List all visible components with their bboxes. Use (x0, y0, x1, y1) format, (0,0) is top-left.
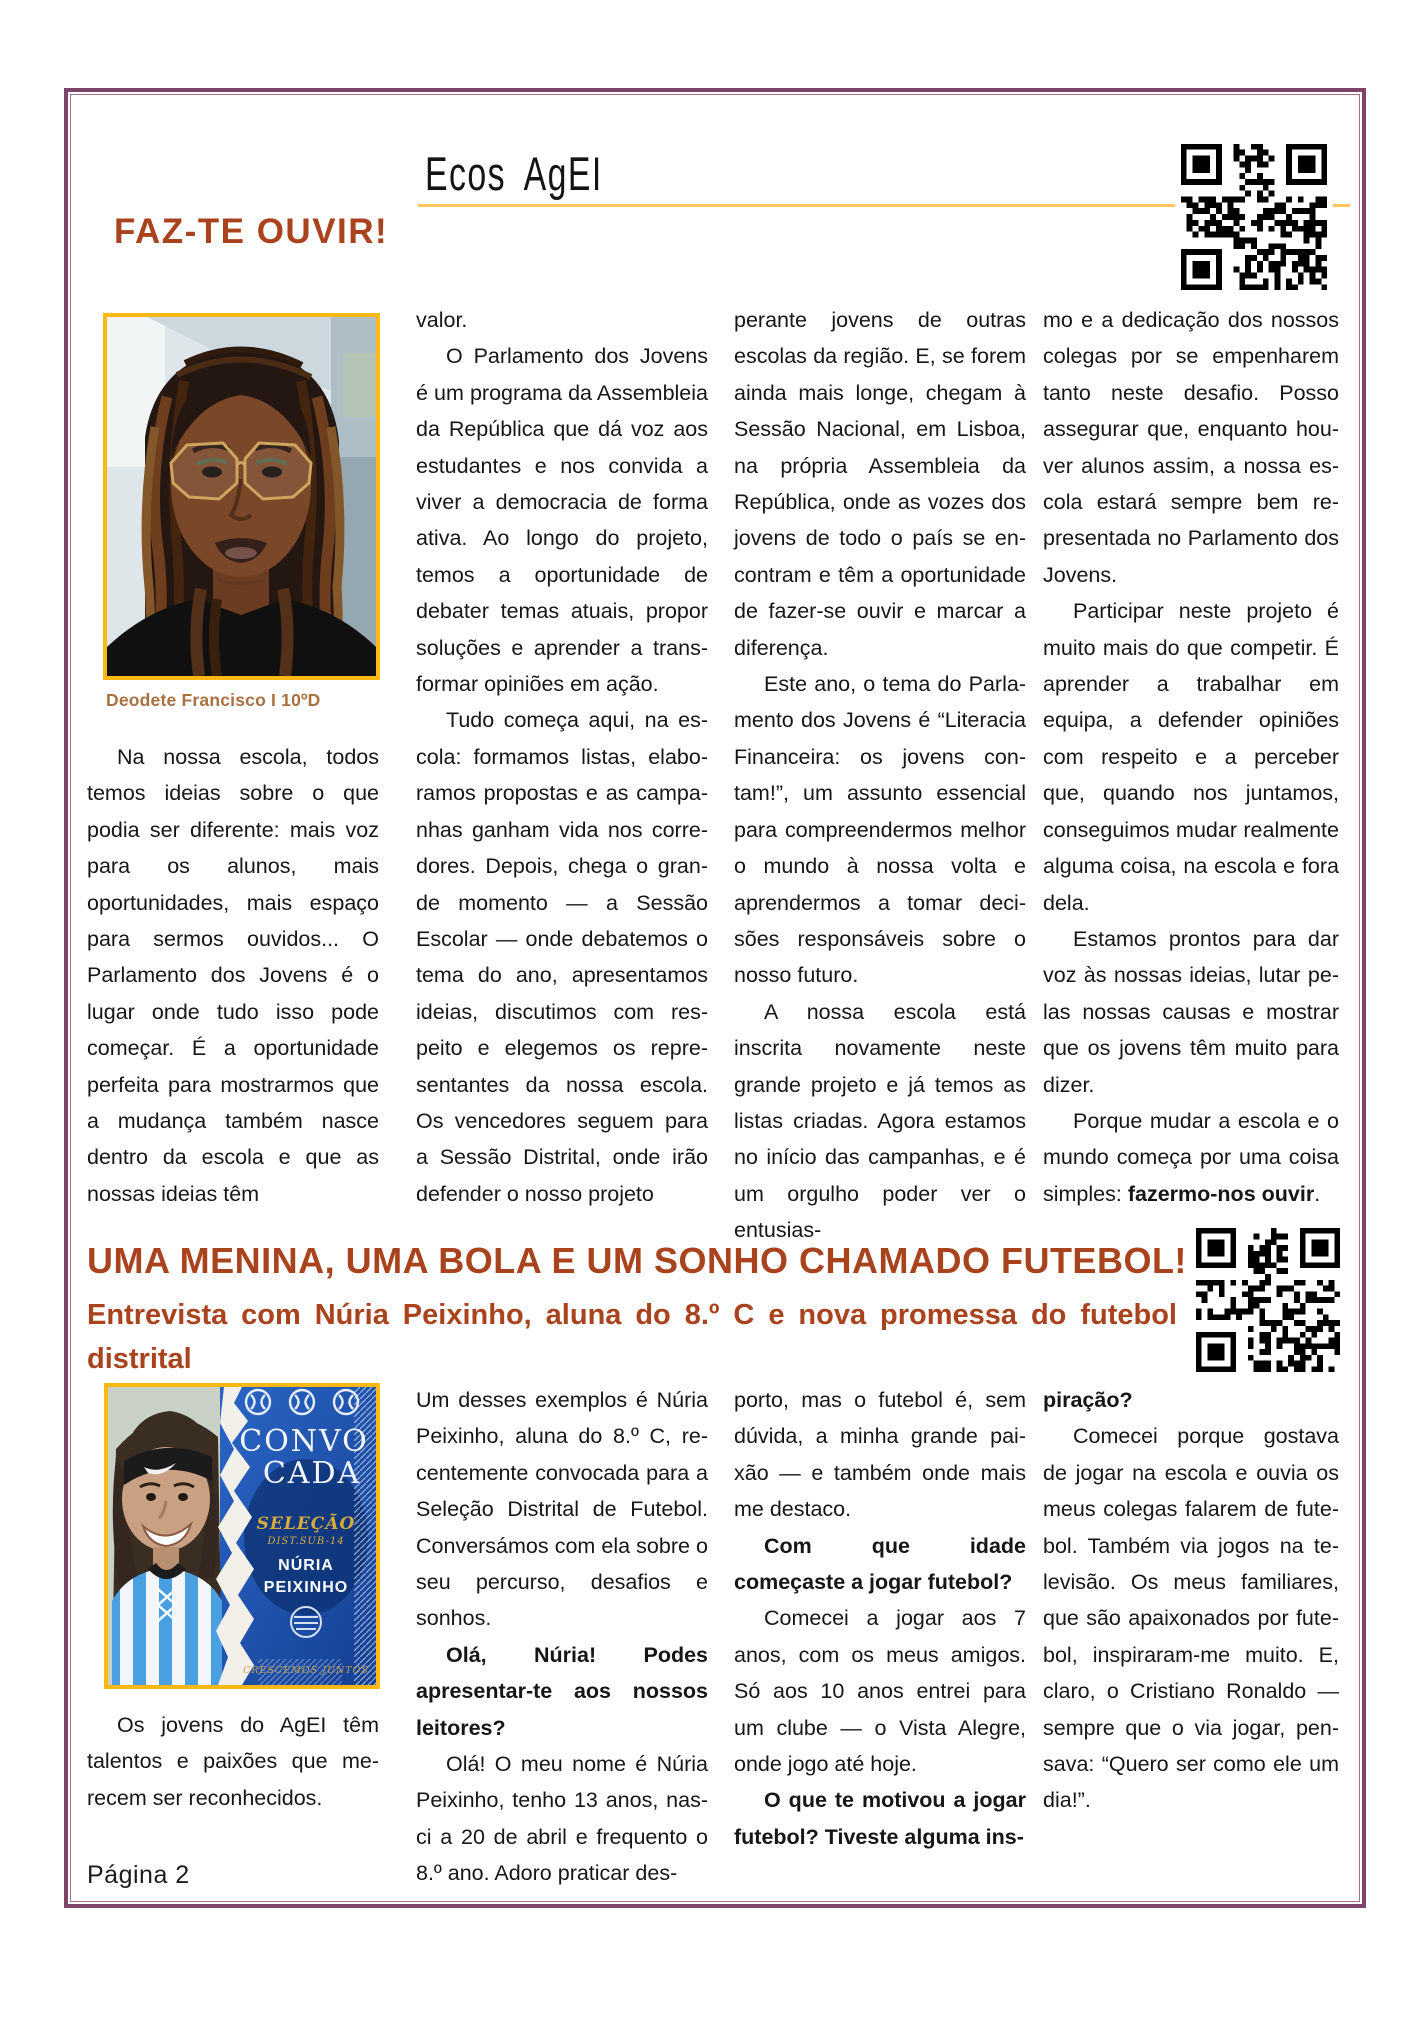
article1-column-4 (1043, 302, 1339, 1212)
paragraph: Os jovens do AgEI têm talentos e paixões que merecem ser reconhecidos. (87, 1713, 379, 1810)
card-player-firstname: NÚRIA (278, 1557, 334, 1574)
article2-column-1 (87, 1707, 379, 1816)
article2-column-2 (416, 1382, 708, 1892)
paragraph: Este ano, o tema do Parlamento dos Jovens é “Literacia Financeira: os jovens contam!”, um assunto essencial para compreendermos melhor o mundo à nossa volta e aprendermos a tomar decisões responsáveis sobre o nosso futuro. (734, 672, 1026, 988)
portrait-illustration (107, 317, 376, 676)
paragraph: Porque mudar a escola e o mundo começa por uma coisa simples: fazermo-nos ouvir. (1043, 1108, 1339, 1206)
card-district-label: DIST.SUB-14 (267, 1536, 345, 1547)
paragraph: Olá! O meu nome é Núria Peixinho, tenho 13 anos, nasci a 20 de abril e frequento o 8.º ano. Adoro praticar des- (416, 1752, 708, 1886)
article2-photo-card (104, 1383, 380, 1689)
paragraph: Tudo começa aqui, na escola: formamos listas, elaboramos propostas e as campanhas ganham vida nos corredores. Depois, chega o grande momento — a Sessão Escolar — onde debatemos o tema do ano, apresentamos ideias, discutimos com respeito e elegemos os representantes da nossa escola. Os vencedores seguem para a Sessão Distrital, onde irão defender o nosso projeto (416, 708, 708, 1206)
interview-question: Com que idade começaste a jogar futebol? (734, 1533, 1026, 1595)
bold-phrase: fazermo-nos ouvir (1127, 1181, 1315, 1206)
card-player-lastname: PEIXINHO (263, 1579, 349, 1596)
paragraph: porto, mas o futebol é, sem dúvida, a minha grande paixão — e também onde mais me destaco. (734, 1388, 1026, 1522)
article1-photo-caption: Deodete Francisco I 10ºD (106, 690, 321, 710)
convocada-card-illustration (108, 1387, 376, 1685)
article1-column-2 (416, 302, 708, 1212)
article1-photo-portrait (103, 313, 380, 680)
page-number: Página 2 (87, 1861, 190, 1889)
paragraph: Comecei porque gostava de jogar na escola e ouvia os meus colegas falarem de futebol. Também via jogos na televisão. Os meus familiares, que são apaixonados por futebol, inspiraram-me muito. E, claro, o Cristiano Ronaldo — sempre que o via jogar, pensava: “Quero ser como ele um dia!”. (1043, 1424, 1339, 1813)
qr-code-article2 (1190, 1222, 1346, 1378)
paragraph: Um desses exemplos é Núria Peixinho, aluna do 8.º C, recentemente convocada para a Seleção Distrital de Futebol. Conversámos com ela sobre o seu percurso, desafios e sonhos. (416, 1388, 708, 1631)
masthead-title: Ecos AgEI (425, 147, 603, 200)
interview-question: Olá, Núria! Podes apresentar-te aos nossos leitores? (416, 1642, 708, 1740)
card-title-line2: CADA (262, 1456, 362, 1491)
paragraph: A nossa escola está inscrita novamente neste grande projeto e já temos as listas criadas. Agora estamos no início das campanhas, e é um orgulho poder ver o entusias- (734, 999, 1026, 1243)
paragraph: perante jovens de outras escolas da região. E, se forem ainda mais longe, chegam à Sessão Nacional, em Lisboa, na própria Assembleia da República, onde as vozes dos jovens de todo o país se encontram e têm a oportunidade de fazer-se ouvir e marcar a diferença. (734, 308, 1026, 660)
interview-question-continuation: piração? (1043, 1388, 1133, 1412)
article1-column-3 (734, 302, 1026, 1249)
article1-headline: FAZ-TE OUVIR! (114, 212, 389, 251)
card-selecao-label: SELEÇÃO (256, 1514, 356, 1534)
article2-column-4 (1043, 1382, 1339, 1819)
article2-subtitle: Entrevista com Núria Peixinho, aluna do 8.º C e nova promessa do futebol distrital (87, 1299, 1177, 1375)
article1-column-1 (87, 739, 379, 1212)
article2-column-3 (734, 1382, 1026, 1855)
paragraph: Estamos prontos para dar voz às nossas ideias, lutar pelas nossas causas e mostrar que os jovens têm muito para dizer. (1043, 926, 1339, 1097)
paragraph: mo e a dedicação dos nossos colegas por se empenharem tanto neste desafio. Posso assegurar que, enquanto houver alunos assim, a nossa escola estará sempre bem representada no Parlamento dos Jovens. (1043, 308, 1339, 587)
paragraph: valor. (416, 308, 468, 332)
card-title-line1: CONVO (239, 1424, 369, 1459)
card-motto: CRESCEMOS JUNTOS (243, 1665, 369, 1676)
interview-question: O que te motivou a jogar futebol? Tiveste alguma ins- (734, 1788, 1026, 1849)
paragraph: Na nossa escola, todos temos ideias sobre o que podia ser diferente: mais voz para os alunos, mais oportunidades, mais espaço para sermos ouvidos... O Parlamento dos Jovens é o lugar onde tudo isso pode começar. É a oportunidade perfeita para mostrarmos que a mudança também nasce dentro da escola e que as nossas ideias têm (87, 745, 379, 1206)
qr-code-article1 (1175, 138, 1333, 296)
paragraph: Participar neste projeto é muito mais do que competir. É aprender a trabalhar em equipa, a defender opiniões com respeito e a perceber que, quando nos juntamos, conseguimos mudar realmente alguma coisa, na escola e fora dela. (1043, 599, 1339, 915)
paragraph: Comecei a jogar aos 7 anos, com os meus amigos. Só aos 10 anos entrei para um clube — o Vista Alegre, onde jogo até hoje. (734, 1606, 1026, 1777)
paragraph: O Parlamento dos Jovens é um programa da Assembleia da República que dá voz aos estudantes e nos convida a viver a democracia de forma ativa. Ao longo do projeto, temos a oportunidade de debater temas atuais, propor soluções e aprender a transformar opiniões em ação. (416, 344, 708, 697)
article2-headline: UMA MENINA, UMA BOLA E UM SONHO CHAMADO FUTEBOL! (87, 1240, 1187, 1281)
